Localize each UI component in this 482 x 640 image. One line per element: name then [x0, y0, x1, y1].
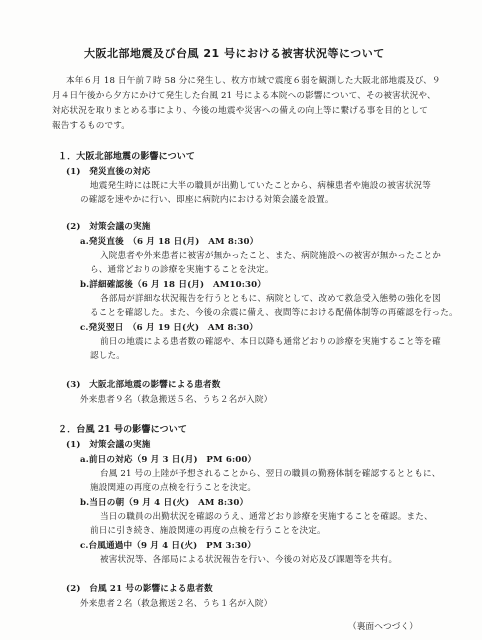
section1-item-c-body-1: 前日の地震による患者数の確認や、本日以降も通常どおりの診療を実施すること等を確 — [100, 337, 441, 347]
section2-item-b-body-1: 当日の職員の出勤状況を確認のうえ、通常どおり診療を実施することを確認。また、 — [100, 512, 433, 522]
intro-line-4: 報告するものです。 — [52, 121, 131, 131]
section2-item-a-heading: a.前日の対応（9 月 3 日(月) PM 6:00） — [80, 455, 257, 465]
section1-sub3-heading: (3) 大阪北部地震の影響による患者数 — [66, 380, 221, 390]
intro-line-1: 本年６月 18 日午前７時 58 分に発生し、枚方市域で震度６弱を観測した大阪北部地震及び、９ — [66, 76, 441, 86]
section1-item-b-body-1: 各部局が詳細な状況報告を行うとともに、病院として、改めて救急受入態勢の強化を図 — [100, 294, 441, 304]
section2-item-a-body-2: 施設関連の再度の点検を行うことを決定。 — [90, 483, 257, 493]
section1-item-a-heading: a.発災直後 （6 月 18 日(月) AM 8:30） — [80, 237, 259, 247]
section1-heading: １．大阪北部地震の影響について — [58, 152, 196, 162]
section1-item-b-heading: b.詳細確認後（6 月 18 日(月) AM10:30） — [80, 280, 267, 290]
section1-item-c-body-2: 認した。 — [90, 351, 125, 361]
section1-item-c-heading: c.発災翌日 （6 月 19 日(火) AM 8:30） — [80, 323, 258, 333]
section2-item-c-body-1: 被害状況等、各部局による状況報告を行い、今後の対応及び課題等を共有。 — [100, 555, 398, 565]
section2-sub2-heading: (2) 台風 21 号の影響による患者数 — [66, 584, 213, 594]
section2-heading: ２．台風 21 号の影響について — [58, 425, 188, 435]
section1-item-a-body-1: 入院患者や外来患者に被害が無かったこと、また、病院施設への被害が無かったことか — [100, 251, 442, 261]
section1-item-b-body-2: ることを確認した。また、今後の余震に備え、夜間等における配備体制等の再確認を行った。 — [90, 308, 458, 318]
intro-line-3: 対応状況を取りまとめる事により、今後の地震や災害への備えの向上等に繋げる事を目的として — [52, 106, 428, 116]
section1-sub1-body-2: の確認を速やかに行い、即座に病院内における対策会議を設置。 — [80, 195, 334, 205]
section1-sub1-body-1: 地震発生時には既に大半の職員が出勤していたことから、病棟患者や施設の被害状況等 — [90, 181, 432, 191]
document-title: 大阪北部地震及び台風 21 号における被害状況等について — [84, 47, 385, 60]
section2-item-c-heading: c.台風通過中（9 月 4 日(火) PM 3:30） — [80, 541, 256, 551]
section2-item-b-heading: b.当日の朝（9 月 4 日(火) AM 8:30） — [80, 498, 249, 508]
section2-sub2-body: 外来患者２名（救急搬送２名、うち１名が入院） — [80, 599, 273, 609]
section1-sub3-body: 外来患者９名（救急搬送５名、うち２名が入院） — [80, 395, 273, 405]
section1-sub1-heading: (1) 発災直後の対応 — [66, 167, 151, 177]
section1-sub2-heading: (2) 対策会議の実施 — [66, 222, 151, 232]
section2-item-a-body-1: 台風 21 号の上陸が予想されることから、翌日の職員の勤務体制を確認するとともに、 — [100, 469, 441, 479]
section2-sub1-heading: (1) 対策会議の実施 — [66, 440, 151, 450]
section2-item-b-body-2: 前日に引き続き、施設関連の再度の点検を行うことを決定。 — [90, 526, 326, 536]
intro-line-2: 月４日午後から夕方にかけて発生した台風 21 号による本院への影響について、その被害状況や、 — [52, 91, 436, 101]
continued-note: （裏面へつづく） — [348, 622, 418, 632]
section1-item-a-body-2: ら、通常どおりの診療を実施することを決定。 — [90, 265, 274, 275]
